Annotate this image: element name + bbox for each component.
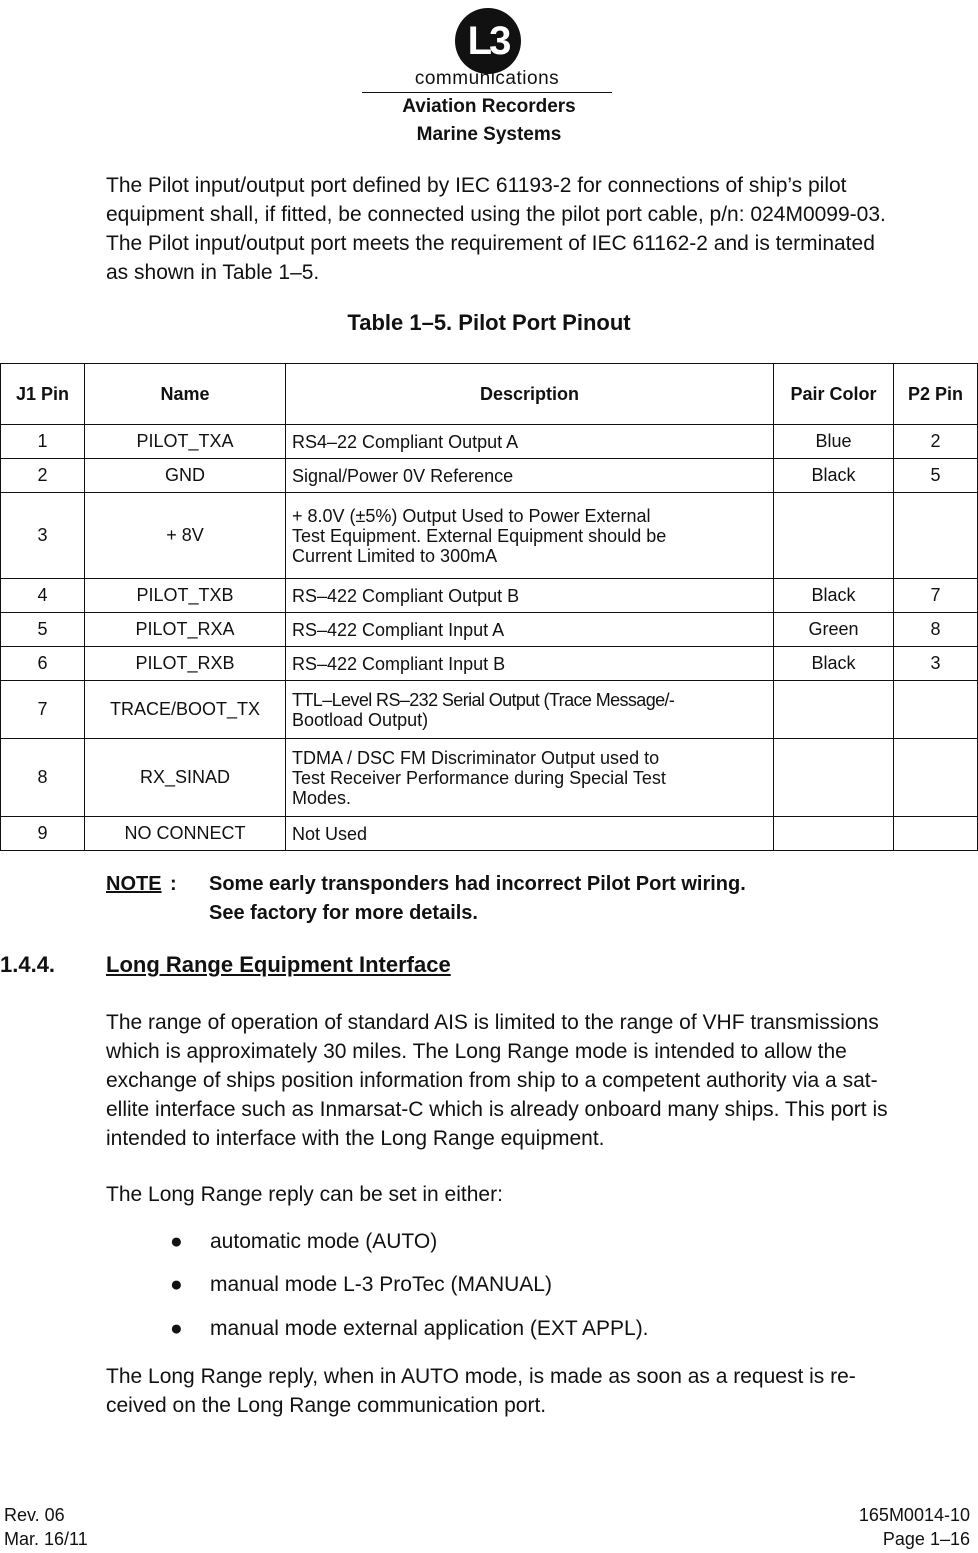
cell-p2-pin xyxy=(894,681,978,739)
bullet-icon: ● xyxy=(170,1230,183,1253)
footer-left xyxy=(4,1503,88,1551)
cell-pair-color: Black xyxy=(774,579,894,613)
revision: Rev. 06 xyxy=(4,1505,65,1525)
cell-pair-color: Blue xyxy=(774,425,894,459)
cell-p2-pin: 8 xyxy=(894,613,978,647)
note-label: NOTE xyxy=(106,873,162,895)
paragraph-line: intended to interface with the Long Range equipment. xyxy=(106,1127,605,1150)
desc-line: Test Equipment. External Equipment should be xyxy=(292,525,667,546)
column-header-p2-pin: P2 Pin xyxy=(894,364,978,425)
cell-description xyxy=(286,647,774,681)
cell-name: PILOT_TXB xyxy=(85,579,286,613)
column-header-j1-pin: J1 Pin xyxy=(1,364,85,425)
desc-line: Not Used xyxy=(292,823,368,844)
intro-paragraph xyxy=(106,171,972,287)
logo-mark: L3 xyxy=(455,8,521,74)
column-header-description: Description xyxy=(286,364,774,425)
desc-line: Signal/Power 0V Reference xyxy=(292,465,514,486)
table-row xyxy=(1,739,978,817)
cell-j1-pin: 7 xyxy=(1,681,85,739)
paragraph-line: exchange of ships position information from ship to a competent authority via a sat- xyxy=(106,1069,878,1092)
intro-line: as shown in Table 1–5. xyxy=(106,261,320,284)
desc-line: RS–422 Compliant Input A xyxy=(292,619,505,640)
table-row xyxy=(1,425,978,459)
cell-description xyxy=(286,425,774,459)
cell-j1-pin: 4 xyxy=(1,579,85,613)
bullet-item: automatic mode (AUTO) xyxy=(210,1230,438,1253)
cell-name: PILOT_TXA xyxy=(85,425,286,459)
cell-pair-color xyxy=(774,739,894,817)
cell-description xyxy=(286,681,774,739)
logo-wordmark: communications xyxy=(414,68,560,89)
cell-description xyxy=(286,817,774,851)
cell-pair-color: Black xyxy=(774,647,894,681)
cell-description xyxy=(286,739,774,817)
cell-p2-pin: 5 xyxy=(894,459,978,493)
cell-name: RX_SINAD xyxy=(85,739,286,817)
cell-name: NO CONNECT xyxy=(85,817,286,851)
intro-line: equipment shall, if fitted, be connected using the pilot port cable, p/n: 024M0099-03. xyxy=(106,203,886,226)
note-line: Some early transponders had incorrect Pilot Port wiring. xyxy=(209,873,746,895)
page-number: Page 1–16 xyxy=(882,1529,970,1549)
desc-line: TTL–Level RS–232 Serial Output (Trace Message/- xyxy=(292,689,675,710)
cell-p2-pin: 2 xyxy=(894,425,978,459)
bullet-item: manual mode external application (EXT APPL). xyxy=(210,1317,649,1340)
cell-p2-pin xyxy=(894,493,978,579)
cell-p2-pin: 7 xyxy=(894,579,978,613)
cell-name: TRACE/BOOT_TX xyxy=(85,681,286,739)
note-colon: : xyxy=(170,873,177,895)
paragraph-line: which is approximately 30 miles. The Long Range mode is intended to allow the xyxy=(106,1040,847,1063)
cell-name: GND xyxy=(85,459,286,493)
table-row xyxy=(1,579,978,613)
reply-mode-intro: The Long Range reply can be set in either: xyxy=(106,1183,503,1206)
table-row xyxy=(1,493,978,579)
cell-pair-color: Green xyxy=(774,613,894,647)
note-line: See factory for more details. xyxy=(209,902,478,924)
desc-line: RS–422 Compliant Input B xyxy=(292,653,506,674)
cell-j1-pin: 6 xyxy=(1,647,85,681)
cell-pair-color: Black xyxy=(774,459,894,493)
footer-right xyxy=(859,1503,970,1551)
column-header-pair-color: Pair Color xyxy=(774,364,894,425)
desc-line: Bootload Output) xyxy=(292,709,429,730)
cell-j1-pin: 8 xyxy=(1,739,85,817)
cell-p2-pin xyxy=(894,817,978,851)
desc-line: Test Receiver Performance during Special Test xyxy=(292,767,666,788)
cell-description xyxy=(286,613,774,647)
table-row xyxy=(1,817,978,851)
paragraph-line: ellite interface such as Inmarsat-C which is already onboard many ships. This port is xyxy=(106,1098,888,1121)
table-row xyxy=(1,613,978,647)
cell-name: PILOT_RXA xyxy=(85,613,286,647)
pilot-port-pinout-table xyxy=(0,363,978,851)
cell-name: + 8V xyxy=(85,493,286,579)
cell-description xyxy=(286,459,774,493)
column-header-name: Name xyxy=(85,364,286,425)
paragraph-line: ceived on the Long Range communication port. xyxy=(106,1394,547,1417)
desc-line: RS4–22 Compliant Output A xyxy=(292,431,519,452)
cell-j1-pin: 9 xyxy=(1,817,85,851)
logo-rule xyxy=(362,92,612,93)
cell-pair-color xyxy=(774,681,894,739)
section-paragraph xyxy=(106,1008,972,1153)
cell-description xyxy=(286,579,774,613)
cell-description xyxy=(286,493,774,579)
desc-line: Modes. xyxy=(292,787,352,808)
auto-mode-paragraph xyxy=(106,1362,972,1420)
bullet-icon: ● xyxy=(170,1317,183,1340)
cell-j1-pin: 3 xyxy=(1,493,85,579)
desc-line: TDMA / DSC FM Discriminator Output used to xyxy=(292,747,660,768)
table-row xyxy=(1,647,978,681)
table-row xyxy=(1,459,978,493)
paragraph-line: The range of operation of standard AIS is limited to the range of VHF transmissions xyxy=(106,1011,879,1034)
cell-j1-pin: 5 xyxy=(1,613,85,647)
desc-line: Current Limited to 300mA xyxy=(292,545,498,566)
note-text xyxy=(209,870,909,928)
paragraph-line: The Long Range reply, when in AUTO mode, is made as soon as a request is re- xyxy=(106,1365,856,1388)
desc-line: + 8.0V (±5%) Output Used to Power External xyxy=(292,505,651,526)
table-caption: Table 1–5. Pilot Port Pinout xyxy=(347,310,631,335)
cell-j1-pin: 2 xyxy=(1,459,85,493)
section-title: Long Range Equipment Interface xyxy=(106,952,451,977)
table-header-row xyxy=(1,364,978,425)
cell-pair-color xyxy=(774,493,894,579)
bullet-icon: ● xyxy=(170,1273,183,1296)
cell-name: PILOT_RXB xyxy=(85,647,286,681)
cell-pair-color xyxy=(774,817,894,851)
header-division: Aviation Recorders xyxy=(402,96,576,117)
cell-j1-pin: 1 xyxy=(1,425,85,459)
header-subdivision: Marine Systems xyxy=(416,124,562,145)
intro-line: The Pilot input/output port meets the requirement of IEC 61162-2 and is terminated xyxy=(106,232,875,255)
revision-date: Mar. 16/11 xyxy=(4,1529,88,1549)
cell-p2-pin xyxy=(894,739,978,817)
cell-p2-pin: 3 xyxy=(894,647,978,681)
section-number: 1.4.4. xyxy=(0,952,56,977)
desc-line: RS–422 Compliant Output B xyxy=(292,585,520,606)
table-row xyxy=(1,681,978,739)
intro-line: The Pilot input/output port defined by IEC 61193-2 for connections of ship’s pilot xyxy=(106,174,847,197)
document-number: 165M0014-10 xyxy=(858,1505,970,1525)
bullet-item: manual mode L-3 ProTec (MANUAL) xyxy=(210,1273,552,1296)
